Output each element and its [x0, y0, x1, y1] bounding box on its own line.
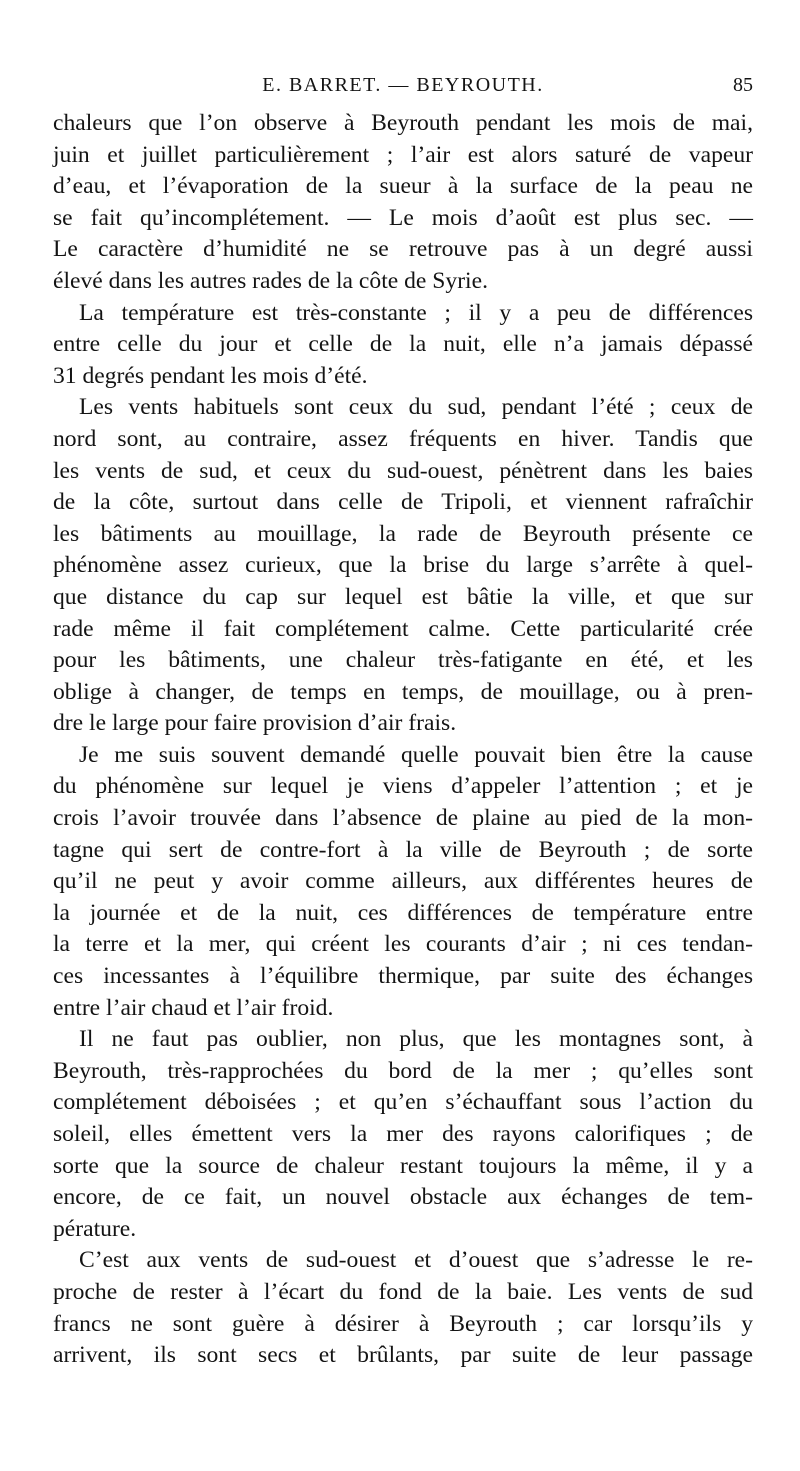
text-line: 31 degrés pendant les mois d’été.: [53, 362, 368, 389]
text-line: la journée et de la nuit, ces différences de température entre: [53, 899, 753, 926]
page-number: 85: [733, 74, 753, 96]
paragraph: [53, 298, 753, 393]
paragraph: [53, 1245, 753, 1371]
paragraph: [53, 392, 753, 740]
text-line: Il ne faut pas oublier, non plus, que les montagnes sont, à: [79, 1026, 753, 1053]
text-line: pour les bâtiments, une chaleur très-fatigante en été, et les: [53, 647, 753, 674]
text-line: entre celle du jour et celle de la nuit, elle n’a jamais dépassé: [53, 331, 753, 358]
text-line: les bâtiments au mouillage, la rade de Beyrouth présente ce: [53, 520, 753, 547]
body-text: [53, 108, 753, 1372]
text-line: phénomène assez curieux, que la brise du large s’arrête à quel-: [53, 552, 753, 579]
text-line: tagne qui sert de contre-fort à la ville de Beyrouth ; de sorte: [53, 836, 753, 863]
text-line: se fait qu’incomplétement. — Le mois d’août est plus sec. —: [53, 204, 753, 231]
page-header: [53, 74, 753, 100]
text-line: proche de rester à l’écart du fond de la baie. Les vents de sud: [53, 1278, 753, 1305]
text-line: pérature.: [53, 1215, 137, 1242]
running-head: E. BARRET. — BEYROUTH.: [262, 74, 544, 96]
text-line: d’eau, et l’évaporation de la sueur à la surface de la peau ne: [53, 173, 753, 200]
text-line: Les vents habituels sont ceux du sud, pendant l’été ; ceux de: [79, 394, 753, 421]
text-line: chaleurs que l’on observe à Beyrouth pendant les mois de mai,: [53, 110, 753, 136]
text-line: nord sont, au contraire, assez fréquents en hiver. Tandis que: [53, 425, 753, 452]
text-line: entre l’air chaud et l’air froid.: [53, 994, 334, 1021]
text-line: arrivent, ils sont secs et brûlants, par suite de leur passage: [53, 1342, 753, 1369]
text-line: sorte que la source de chaleur restant toujours la même, il y a: [53, 1152, 753, 1179]
text-line: La température est très-constante ; il y a peu de différences: [79, 299, 753, 326]
text-line: Le caractère d’humidité ne se retrouve pas à un degré aussi: [53, 236, 753, 263]
text-line: de la côte, surtout dans celle de Tripoli, et viennent rafraîchir: [53, 489, 753, 516]
paragraph: [53, 1024, 753, 1245]
text-line: ces incessantes à l’équilibre thermique, par suite des échanges: [53, 963, 753, 990]
text-line: rade même il fait complétement calme. Cette particularité crée: [53, 615, 753, 642]
text-line: soleil, elles émettent vers la mer des rayons calorifiques ; de: [53, 1121, 753, 1147]
paragraph: [53, 740, 753, 1024]
text-line: complétement déboisées ; et qu’en s’échauffant sous l’action du: [53, 1089, 753, 1116]
text-line: élevé dans les autres rades de la côte de Syrie.: [53, 267, 488, 294]
text-line: dre le large pour faire provision d’air frais.: [53, 710, 457, 737]
text-line: qu’il ne peut y avoir comme ailleurs, aux différentes heures de: [53, 868, 753, 895]
text-line: du phénomène sur lequel je viens d’appeler l’attention ; et je: [53, 773, 753, 800]
paragraph: [53, 108, 753, 298]
text-line: encore, de ce fait, un nouvel obstacle aux échanges de tem-: [53, 1184, 753, 1211]
text-line: juin et juillet particulièrement ; l’air est alors saturé de vapeur: [53, 141, 753, 168]
text-line: Je me suis souvent demandé quelle pouvait bien être la cause: [79, 741, 753, 768]
text-line: les vents de sud, et ceux du sud-ouest, pénètrent dans les baies: [53, 457, 753, 484]
text-line: la terre et la mer, qui créent les courants d’air ; ni ces tendan-: [53, 931, 753, 958]
text-line: oblige à changer, de temps en temps, de mouillage, ou à pren-: [53, 678, 753, 705]
text-line: Beyrouth, très-rapprochées du bord de la mer ; qu’elles sont: [53, 1057, 753, 1084]
text-line: C’est aux vents de sud-ouest et d’ouest que s’adresse le re-: [79, 1247, 753, 1274]
text-line: crois l’avoir trouvée dans l’absence de plaine au pied de la mon-: [53, 805, 753, 832]
text-line: que distance du cap sur lequel est bâtie la ville, et que sur: [53, 583, 753, 610]
text-line: francs ne sont guère à désirer à Beyrouth ; car lorsqu’ils y: [53, 1310, 753, 1337]
